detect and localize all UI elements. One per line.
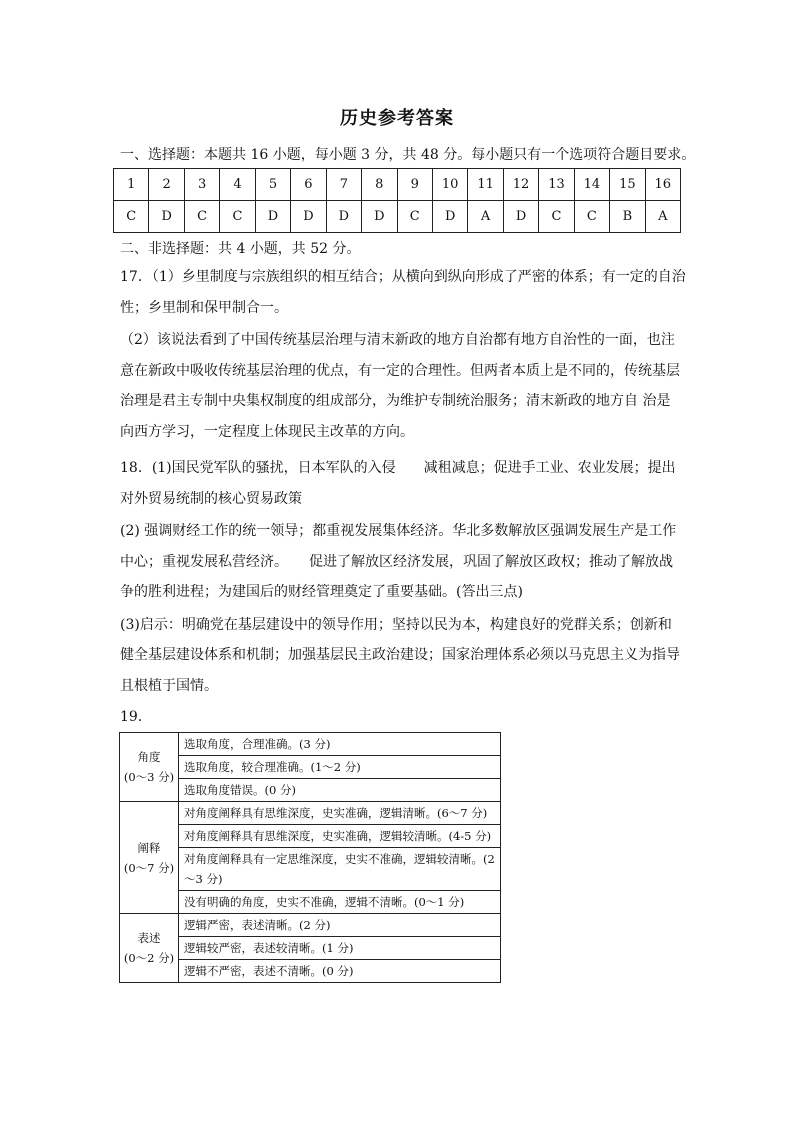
q17-answer [120,262,686,447]
answer-cell: D [326,201,361,233]
q18-line: 且根植于国情。 [120,677,218,694]
question-number-cell: 11 [468,169,503,201]
rubric-criterion: 逻辑严密，表述清晰。(2 分) [179,914,501,937]
question-number-cell: 3 [184,169,219,201]
rubric-category-cell [120,914,179,983]
answer-cell: B [610,201,645,233]
rubric-score-range: (0～3 分) [123,770,175,784]
section1-heading: 一、选择题：本题共 16 小题，每小题 3 分，共 48 分。每小题只有一个选项符合题目要求。 [120,147,696,163]
rubric-category-cell [120,733,179,802]
rubric-score-range: (0～7 分) [123,860,175,875]
page-title: 历史参考答案 [340,108,454,129]
answer-cell: C [184,201,219,233]
answer-cell: C [574,201,609,233]
answer-cell: D [503,201,538,233]
rubric-row [120,802,501,825]
answer-cell: D [362,201,397,233]
question-number-cell: 12 [503,169,538,201]
answer-cell: D [432,201,467,233]
question-number-cell: 2 [149,169,184,201]
q17-line: 治理是君主专制中央集权制度的组成部分，为维护专制统治服务；清末新政的地方自 治是 [120,393,671,409]
answer-cell: A [468,201,503,233]
rubric-criterion: 对角度阐释具有一定思维深度，史实不准确，逻辑较清晰。(2～3 分) [179,848,501,891]
q18-line: 中心；重视发展私营经济。 促进了解放区经济发展，巩固了解放区政权；推动了解放战 [120,553,673,570]
rubric-category: 表述 [137,931,161,945]
rubric-criterion: 对角度阐释具有思维深度，史实准确，逻辑清晰。(6～7 分) [179,802,501,825]
q19-label: 19． [120,709,152,725]
rubric-category: 阐释 [137,840,161,855]
question-number-cell: 6 [291,169,326,201]
answer-key-table [113,168,681,233]
rubric-criterion: 选取角度，较合理准确。(1～2 分) [179,756,501,779]
q17-line: （2）该说法看到了中国传统基层治理与清末新政的地方自治都有地方自治性的一面，也注 [120,332,675,348]
q17-line: 向西方学习，一定程度上体现民主改革的方向。 [120,423,414,440]
answer-cell: D [149,201,184,233]
question-number-cell: 15 [610,169,645,201]
q18-line: (3)启示：明确党在基层建设中的领导作用；坚持以民为本，构建良好的党群关系；创新和 [120,616,672,633]
question-number-cell: 13 [539,169,574,201]
question-number-cell: 8 [362,169,397,201]
q18-line: (2) 强调财经工作的统一领导；都重视发展集体经济。华北多数解放区强调发展生产是工作 [120,523,677,539]
question-number-cell: 7 [326,169,361,201]
answer-cell: C [114,201,149,233]
rubric-criterion: 逻辑较严密，表述较清晰。(1 分) [179,937,501,960]
rubric-score-range: (0～2 分) [123,951,175,965]
q18-line: 18．(1)国民党军队的骚扰，日本军队的入侵 减租减息；促进手工业、农业发展；提出 [120,460,676,476]
question-number-cell: 16 [645,169,680,201]
answer-cell: D [291,201,326,233]
rubric-row [120,914,501,937]
answer-cell: A [645,201,680,233]
q18-line: 健全基层建设体系和机制；加强基层民主政治建设；国家治理体系必须以马克思主义为指导 [120,647,680,663]
answer-cell: C [539,201,574,233]
q17-line: 性；乡里制和保甲制合一。 [120,299,288,316]
q17-line: 17．（1）乡里制度与宗族组织的相互结合；从横向到纵向形成了严密的体系；有一定的自治 [120,269,686,285]
q18-line: 对外贸易统制的核心贸易政策 [120,490,302,507]
rubric-criterion: 选取角度错误。(0 分) [179,779,501,802]
section2-heading: 二、非选择题：共 4 小题，共 52 分。 [120,241,361,257]
rubric-criterion: 逻辑不严密，表述不清晰。(0 分) [179,960,501,983]
rubric-category-cell [120,802,179,914]
q17-line: 意在新政中吸收传统基层治理的优点，有一定的合理性。但两者本质上是不同的，传统基层 [120,362,680,379]
rubric-category: 角度 [137,750,161,764]
rubric-criterion: 没有明确的角度，史实不准确，逻辑不清晰。(0～1 分) [179,891,501,914]
q18-line: 争的胜利进程；为建国后的财经管理奠定了重要基础。(答出三点) [120,584,523,600]
question-number-cell: 9 [397,169,432,201]
answer-cell: D [255,201,290,233]
answer-row [114,201,681,233]
answer-cell: C [397,201,432,233]
question-number-row [114,169,681,201]
question-number-cell: 5 [255,169,290,201]
question-number-cell: 4 [220,169,255,201]
question-number-cell: 10 [432,169,467,201]
q19-rubric-table [119,732,501,983]
question-number-cell: 1 [114,169,149,201]
rubric-criterion: 对角度阐释具有思维深度，史实准确，逻辑较清晰。(4-5 分) [179,825,501,848]
rubric-row [120,733,501,756]
answer-cell: C [220,201,255,233]
rubric-criterion: 选取角度，合理准确。(3 分) [179,733,501,756]
q18-answer [120,453,680,701]
question-number-cell: 14 [574,169,609,201]
